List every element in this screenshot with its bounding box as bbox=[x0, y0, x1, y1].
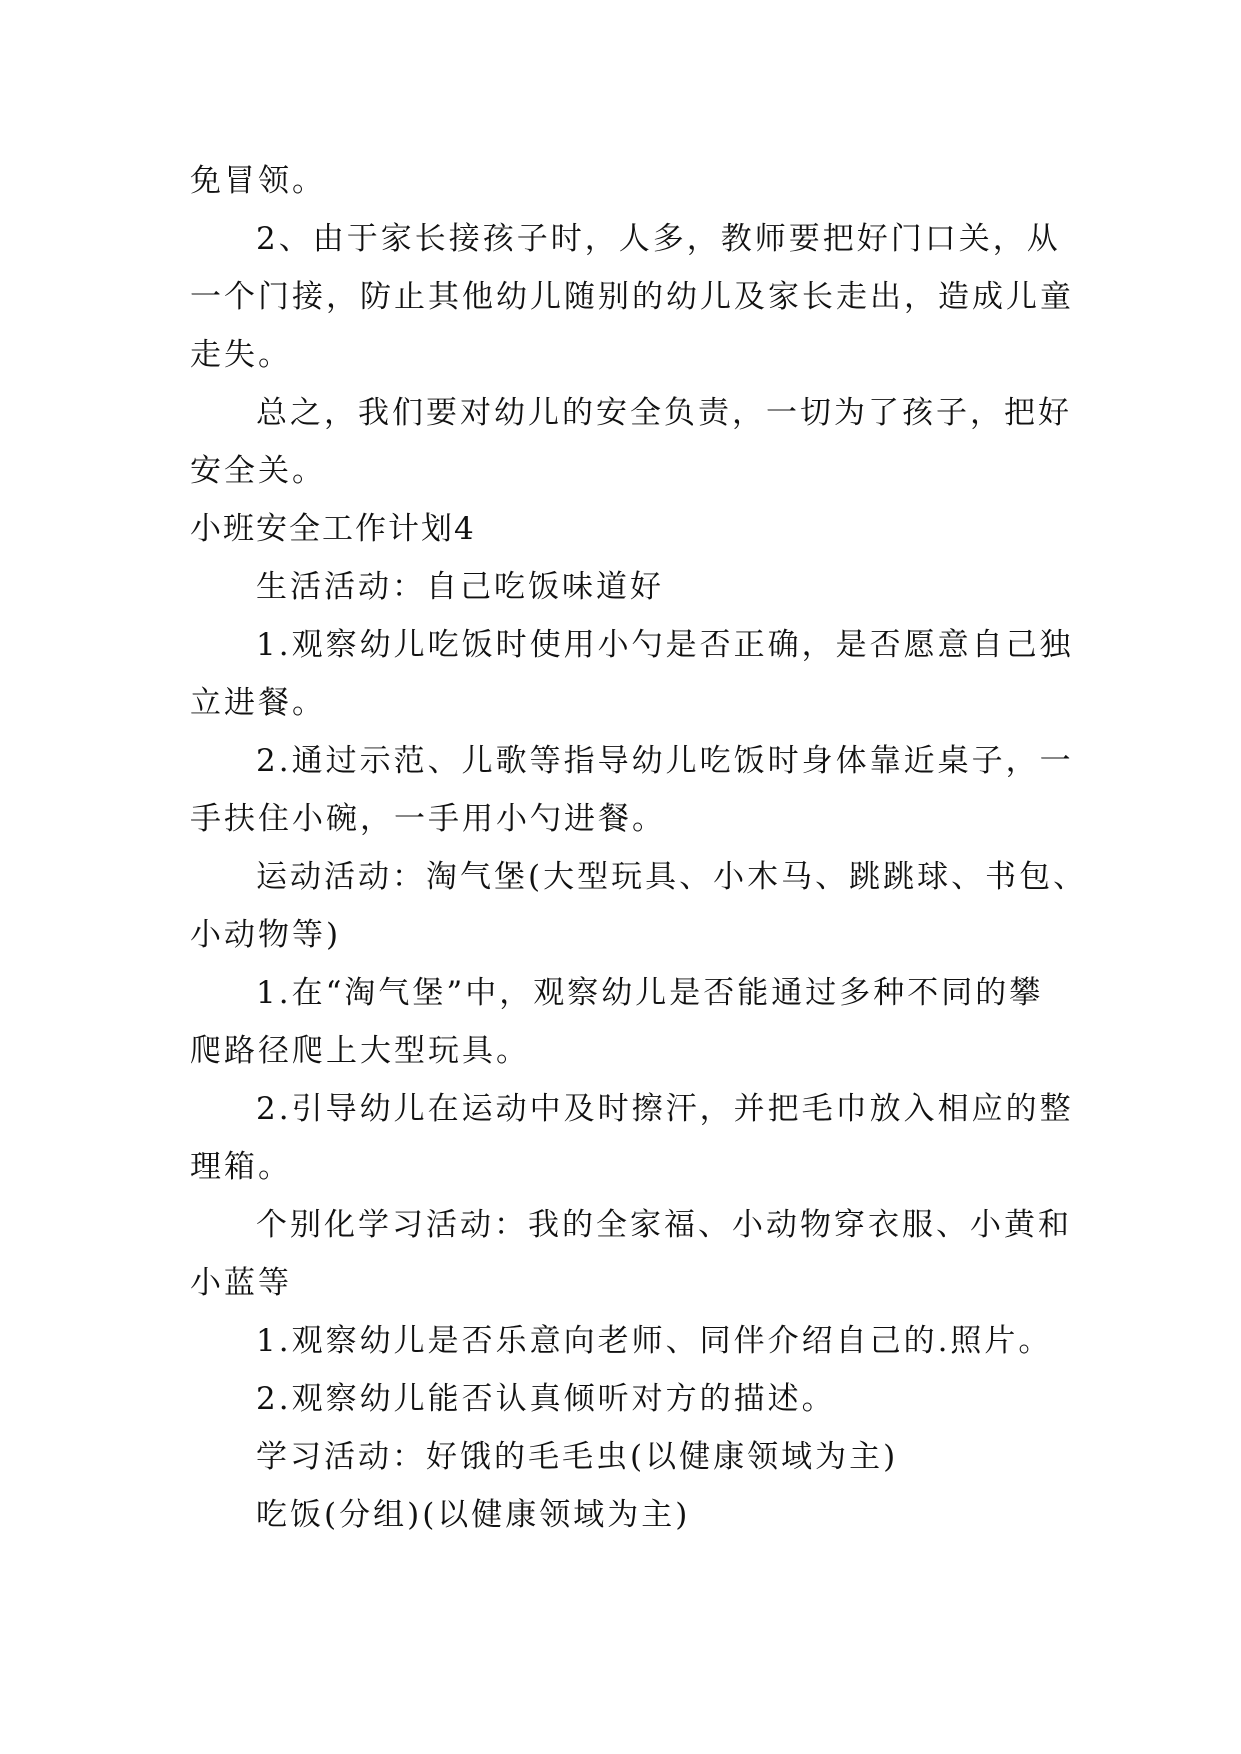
body-line: 2.观察幼儿能否认真倾听对方的描述。 bbox=[256, 1381, 836, 1417]
body-line: 1.观察幼儿是否乐意向老师、同伴介绍自己的.照片。 bbox=[256, 1323, 1053, 1359]
section-heading: 小班安全工作计划4 bbox=[190, 511, 476, 547]
body-line: 吃饭(分组)(以健康领域为主) bbox=[256, 1497, 691, 1533]
body-line: 走失。 bbox=[190, 337, 292, 373]
body-line: 小蓝等 bbox=[190, 1265, 292, 1301]
body-line: 2、由于家长接孩子时，人多，教师要把好门口关，从 bbox=[256, 221, 1061, 257]
body-line: 小动物等) bbox=[190, 917, 342, 953]
body-line: 个别化学习活动：我的全家福、小动物穿衣服、小黄和 bbox=[256, 1207, 1072, 1243]
body-line: 1.在“淘气堡”中，观察幼儿是否能通过多种不同的攀 bbox=[256, 975, 1044, 1011]
body-line: 2.通过示范、儿歌等指导幼儿吃饭时身体靠近桌子，一 bbox=[256, 743, 1074, 779]
body-line: 生活活动：自己吃饭味道好 bbox=[256, 569, 664, 605]
body-line: 免冒领。 bbox=[190, 163, 326, 199]
body-line: 运动活动：淘气堡(大型玩具、小木马、跳跳球、书包、 bbox=[256, 859, 1088, 895]
body-line: 一个门接，防止其他幼儿随别的幼儿及家长走出，造成儿童 bbox=[190, 279, 1074, 315]
body-line: 理箱。 bbox=[190, 1149, 292, 1185]
body-line: 2.引导幼儿在运动中及时擦汗，并把毛巾放入相应的整 bbox=[256, 1091, 1074, 1127]
body-line: 1.观察幼儿吃饭时使用小勺是否正确，是否愿意自己独 bbox=[256, 627, 1074, 663]
body-line: 手扶住小碗，一手用小勺进餐。 bbox=[190, 801, 666, 837]
document-body bbox=[190, 152, 1088, 1544]
body-line: 爬路径爬上大型玩具。 bbox=[190, 1033, 530, 1069]
body-line: 学习活动：好饿的毛毛虫(以健康领域为主) bbox=[256, 1439, 899, 1475]
body-line: 安全关。 bbox=[190, 453, 326, 489]
body-line: 立进餐。 bbox=[190, 685, 326, 721]
body-line: 总之，我们要对幼儿的安全负责，一切为了孩子，把好 bbox=[256, 395, 1072, 431]
